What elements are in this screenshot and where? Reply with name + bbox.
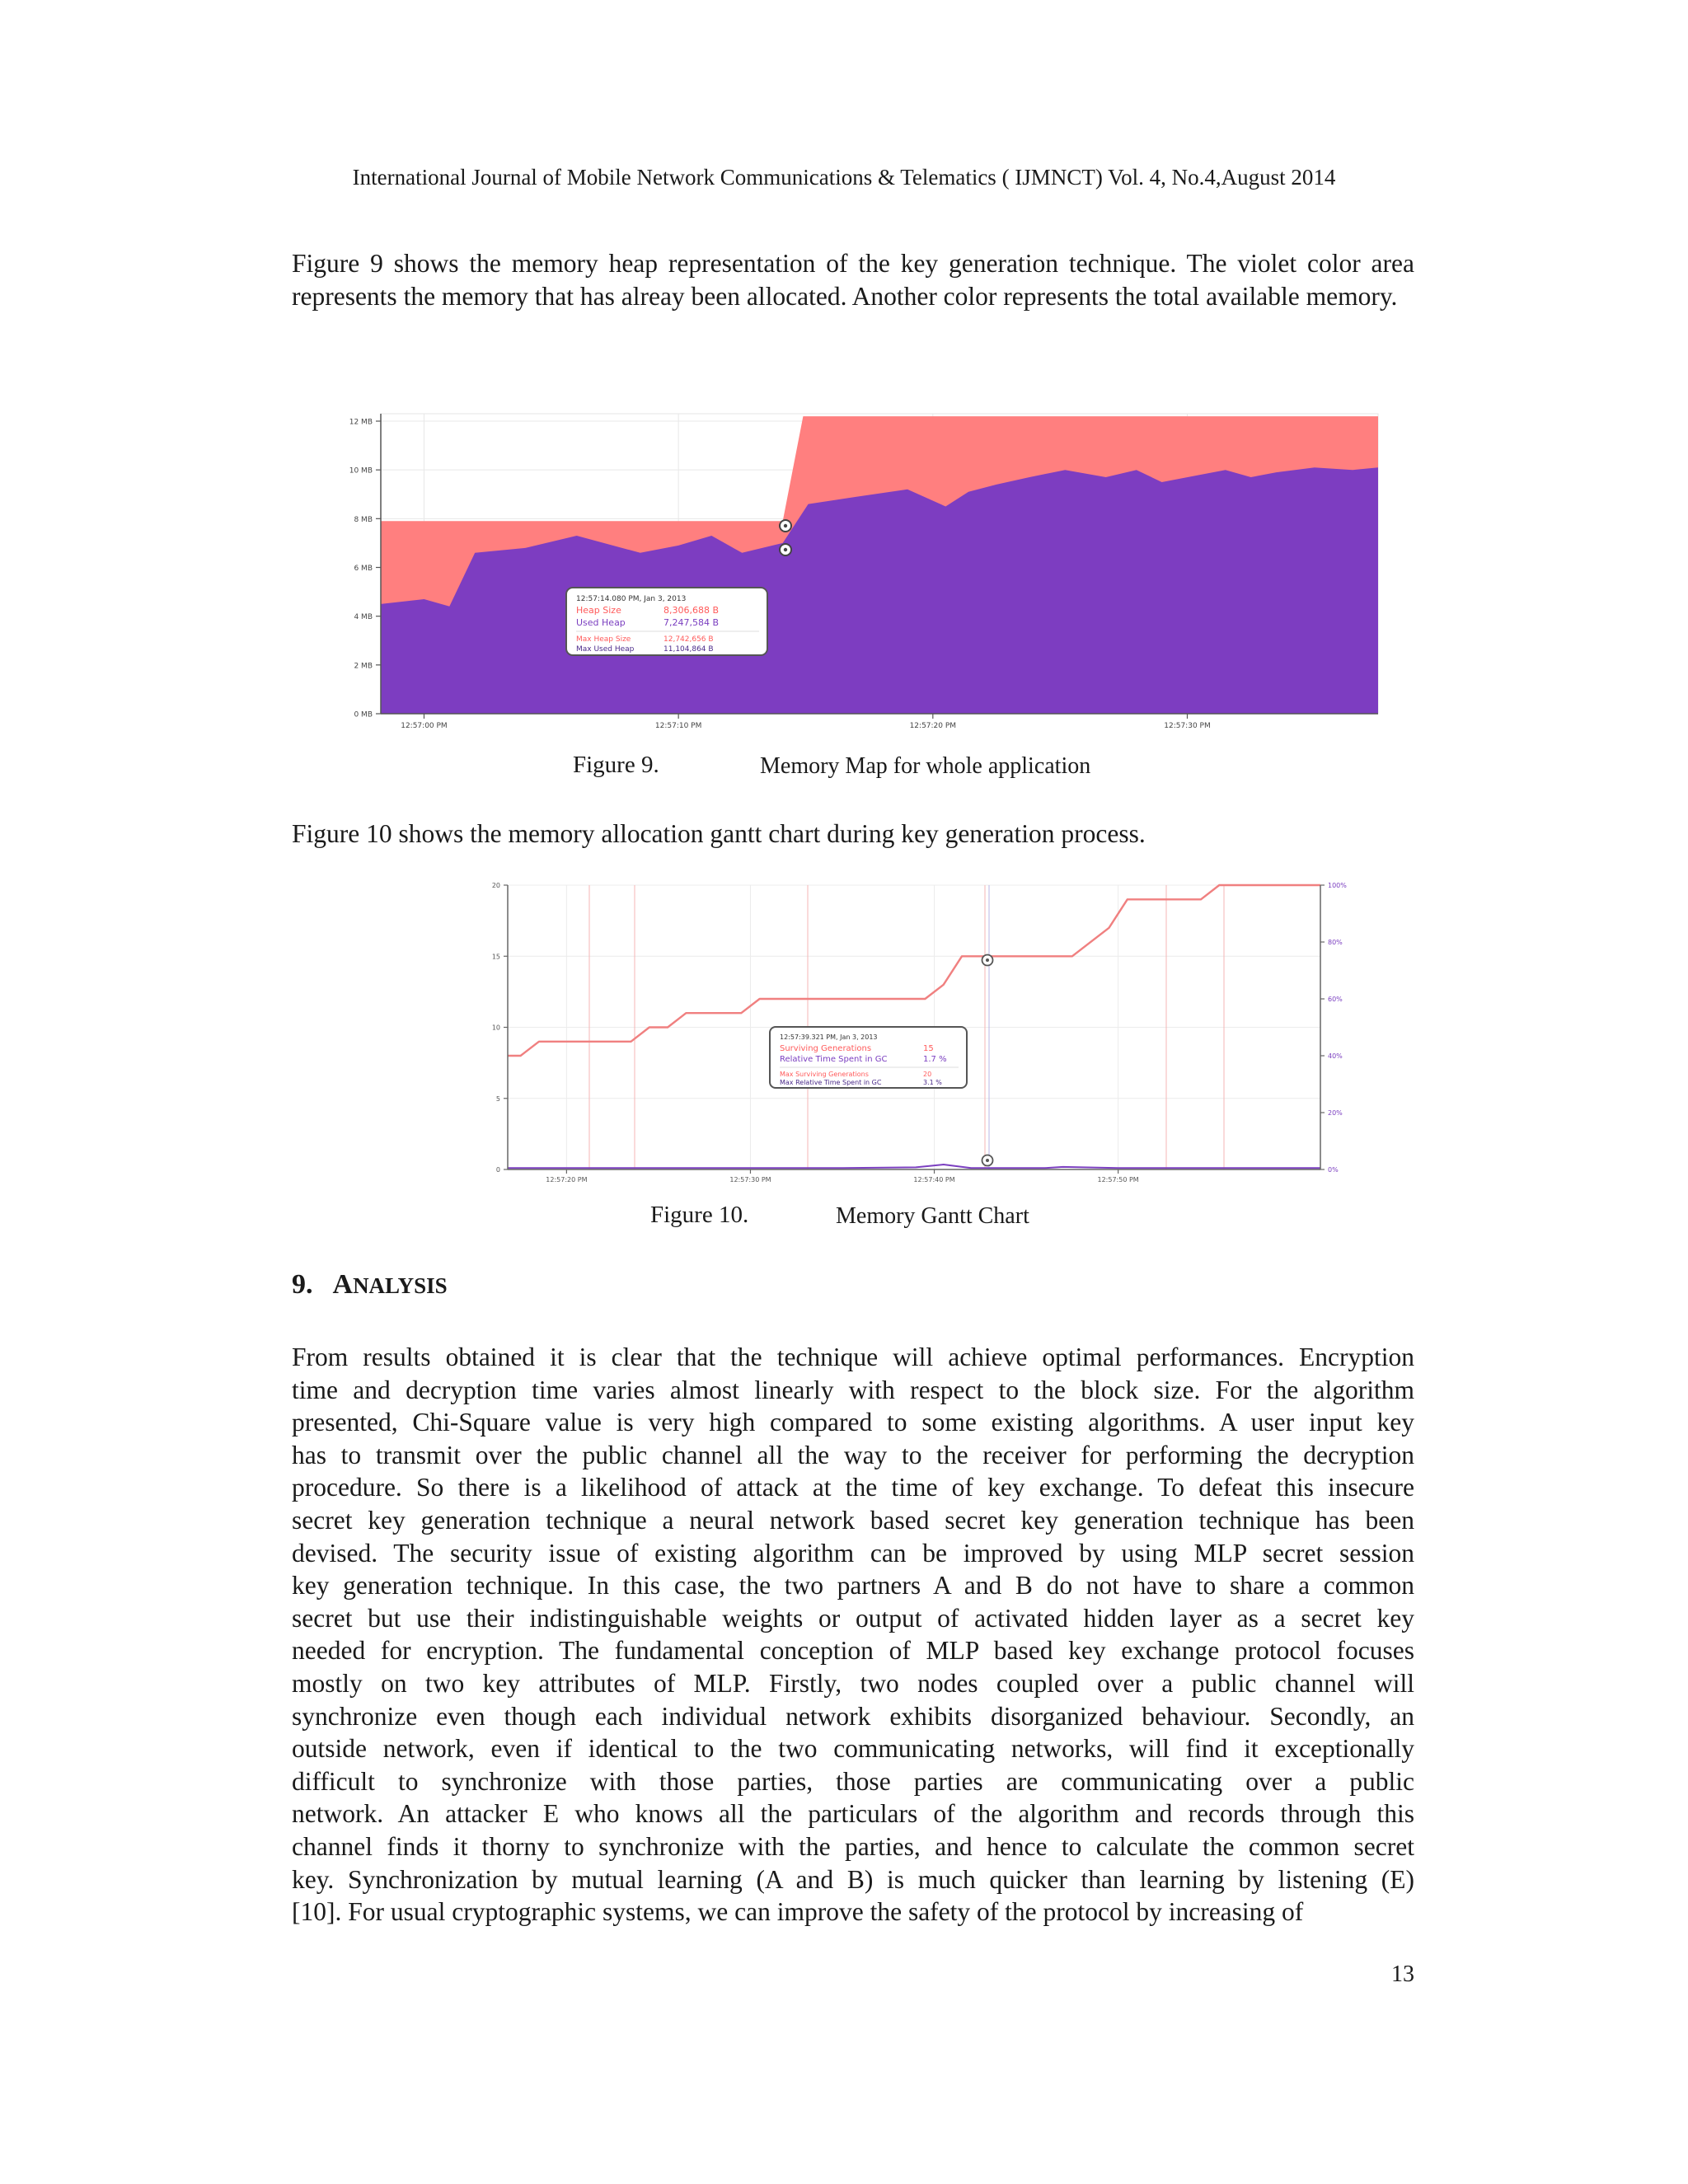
analysis-line: key generation technique. In this case, the two partners A and B do not have to share a common: [292, 1571, 1414, 1601]
analysis-line: difficult to synchronize with those parties, those parties are communicating over a public: [292, 1766, 1414, 1796]
x-tick-label: 12:57:40 PM: [913, 1176, 955, 1183]
y-tick-label: 12 MB: [349, 418, 373, 427]
tooltip-max-surviving-value: 20: [923, 1071, 932, 1078]
y-tick-label: 5: [495, 1094, 500, 1103]
figure10-gantt-chart: [478, 879, 1375, 1187]
analysis-line: has to transmit over the public channel all the way to the receiver for performing the decryption: [292, 1440, 1414, 1469]
figure9-tooltip: [566, 588, 767, 655]
section-title-initial: A: [332, 1269, 354, 1300]
analysis-line: presented, Chi-Square value is very high compared to some existing algorithms. A user input key: [292, 1408, 1414, 1437]
analysis-line: key. Synchronization by mutual learning (A and B) is much quicker than learning by listening (E): [292, 1864, 1414, 1894]
y-tick-label: 20: [491, 882, 500, 889]
y-tick-label: 4 MB: [354, 613, 373, 622]
y-tick-label: 6 MB: [354, 565, 373, 573]
analysis-line: outside network, even if identical to the two communicating networks, will find it exceptionally: [292, 1734, 1414, 1764]
tooltip-used-heap-value: 7,247,584 B: [663, 617, 720, 628]
figure9-intro-paragraph: Figure 9 shows the memory heap representation of the key generation technique. The violet color area represents the memory that has alreay been allocated. Another color represents the total available memory.: [292, 249, 1414, 311]
tooltip-surviving-value: 15: [923, 1044, 934, 1053]
y2-tick-label: 100%: [1328, 882, 1347, 889]
tooltip-gc-time-label: Relative Time Spent in GC: [780, 1055, 888, 1064]
analysis-paragraph: [292, 1341, 1414, 1929]
tooltip-max-used-label: Max Used Heap: [576, 645, 635, 654]
analysis-line: secret but use their indistinguishable weights or output of activated hidden layer as a secret key: [292, 1603, 1414, 1633]
figure10-label: Figure 10.: [650, 1202, 749, 1228]
y-tick-label: 15: [491, 953, 500, 961]
journal-header: International Journal of Mobile Network Communications & Telematics ( IJMNCT) Vol. 4, No.4,August 2014: [352, 165, 1336, 190]
analysis-line: synchronize even though each individual network exhibits disorganized behaviour. Secondly, an: [292, 1701, 1414, 1731]
figure9-label: Figure 9.: [573, 752, 659, 778]
tooltip-used-heap-label: Used Heap: [576, 617, 626, 628]
tooltip-max-gc-label: Max Relative Time Spent in GC: [780, 1079, 882, 1086]
tooltip-heap-size-label: Heap Size: [576, 605, 621, 616]
analysis-line: channel finds it thorny to synchronize with the parties, and hence to calculate the common secret: [292, 1831, 1414, 1861]
analysis-line: network. An attacker E who knows all the particulars of the algorithm and records through this: [292, 1799, 1414, 1829]
y2-tick-label: 80%: [1328, 939, 1343, 946]
x-tick-label: 12:57:10 PM: [654, 722, 702, 730]
analysis-line: time and decryption time varies almost linearly with respect to the block size. For the algorithm: [292, 1375, 1414, 1404]
figure9-caption: Memory Map for whole application: [760, 753, 1091, 779]
section-heading: [292, 1269, 448, 1301]
x-tick-label: 12:57:50 PM: [1097, 1176, 1139, 1183]
x-tick-label: 12:57:00 PM: [401, 722, 448, 730]
analysis-line: needed for encryption. The fundamental conception of MLP based key exchange protocol focuses: [292, 1636, 1414, 1666]
x-tick-label: 12:57:30 PM: [729, 1176, 771, 1183]
analysis-line: devised. The security issue of existing algorithm can be improved by using MLP secret session: [292, 1538, 1414, 1568]
figure10-intro-paragraph: Figure 10 shows the memory allocation gantt chart during key generation process.: [292, 819, 1146, 848]
figure10-caption: Memory Gantt Chart: [836, 1203, 1029, 1229]
y2-tick-label: 20%: [1328, 1109, 1343, 1117]
tooltip-gc-time-value: 1.7 %: [923, 1055, 947, 1064]
y-tick-label: 0: [495, 1166, 500, 1174]
tooltip-timestamp: 12:57:39.321 PM, Jan 3, 2013: [780, 1033, 878, 1041]
analysis-line: From results obtained it is clear that the technique will achieve optimal performances. Encryption: [292, 1343, 1414, 1371]
tooltip-max-heap-label: Max Heap Size: [576, 635, 631, 644]
y-tick-label: 8 MB: [354, 515, 373, 524]
section-title-rest: NALYSIS: [353, 1273, 448, 1298]
y2-tick-label: 0%: [1328, 1166, 1339, 1174]
analysis-line: [10]. For usual cryptographic systems, we can improve the safety of the protocol by increasing of: [292, 1897, 1304, 1927]
y-tick-label: 0 MB: [354, 710, 373, 719]
analysis-line: procedure. So there is a likelihood of attack at the time of key exchange. To defeat this insecure: [292, 1473, 1414, 1502]
tooltip-timestamp: 12:57:14.080 PM, Jan 3, 2013: [576, 595, 687, 603]
y2-tick-label: 40%: [1328, 1052, 1343, 1060]
figure9-memory-map-chart: [334, 410, 1379, 733]
page-number: 13: [1391, 1961, 1414, 1987]
tooltip-surviving-label: Surviving Generations: [780, 1044, 872, 1053]
tooltip-max-surviving-label: Max Surviving Generations: [780, 1071, 869, 1078]
tooltip-max-gc-value: 3.1 %: [923, 1079, 942, 1086]
y2-tick-label: 60%: [1328, 996, 1343, 1003]
analysis-line: mostly on two key attributes of MLP. Firstly, two nodes coupled over a public channel will: [292, 1668, 1414, 1698]
tooltip-heap-size-value: 8,306,688 B: [663, 605, 720, 616]
section-number: 9.: [292, 1269, 313, 1300]
tooltip-max-heap-value: 12,742,656 B: [663, 635, 714, 644]
x-tick-label: 12:57:20 PM: [909, 722, 957, 730]
y-tick-label: 2 MB: [354, 662, 373, 671]
tooltip-max-used-value: 11,104,864 B: [663, 645, 714, 654]
x-tick-label: 12:57:30 PM: [1164, 722, 1211, 730]
figure10-tooltip: [770, 1027, 967, 1088]
y-tick-label: 10: [491, 1024, 500, 1032]
analysis-line: secret key generation technique a neural network based secret key generation technique has been: [292, 1505, 1414, 1535]
x-tick-label: 12:57:20 PM: [546, 1176, 588, 1183]
y-tick-label: 10 MB: [349, 466, 373, 476]
